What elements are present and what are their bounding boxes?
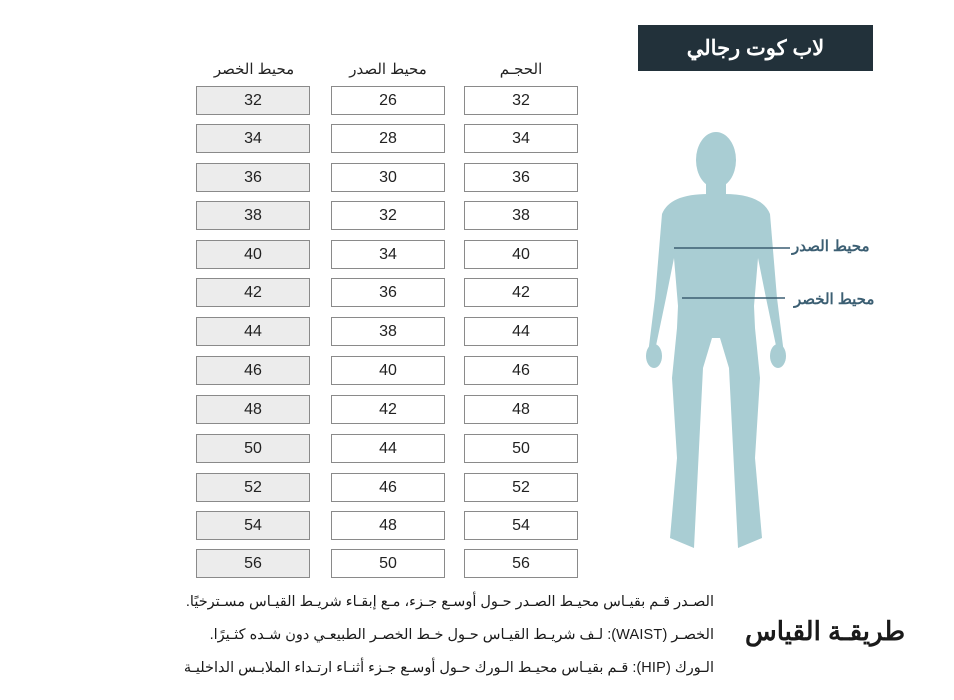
size-column-header: الحجـم	[499, 61, 543, 78]
waist-cell: 56	[196, 549, 310, 578]
waist-cell: 54	[196, 511, 310, 540]
waist-cell: 46	[196, 356, 310, 385]
chest-cell: 36	[331, 278, 445, 307]
body-figure-icon	[630, 128, 800, 553]
waist-cell: 40	[196, 240, 310, 269]
chest-cell: 40	[331, 356, 445, 385]
chest-cell: 28	[331, 124, 445, 153]
waist-cell: 32	[196, 86, 310, 115]
chest-cell: 48	[331, 511, 445, 540]
chest-cell: 32	[331, 201, 445, 230]
waist-instruction: الخصـر (WAIST): لـف شريـط القيـاس حـول خـط الخصـر الطبيعـي دون شـده كثـيرًا.	[209, 627, 714, 643]
waist-cell: 52	[196, 473, 310, 502]
chest-cell: 42	[331, 395, 445, 424]
chest-instruction: الصـدر قـم بقيـاس محيـط الصـدر حـول أوسـع جـزء، مـع إبقـاء شريـط القيـاس مسـترخيًا.	[185, 594, 714, 610]
size-cell: 50	[464, 434, 578, 463]
chest-cell: 46	[331, 473, 445, 502]
size-cell: 42	[464, 278, 578, 307]
chest-cell: 38	[331, 317, 445, 346]
waist-cell: 44	[196, 317, 310, 346]
chest-cell: 30	[331, 163, 445, 192]
size-cell: 46	[464, 356, 578, 385]
waist-column-header: محيط الخصر	[213, 61, 295, 78]
size-cell: 44	[464, 317, 578, 346]
waist-cell: 50	[196, 434, 310, 463]
waist-cell: 36	[196, 163, 310, 192]
size-cell: 40	[464, 240, 578, 269]
waist-label: محيط الخصر	[794, 291, 875, 308]
chest-cell: 26	[331, 86, 445, 115]
page-title: لاب كوت رجالي	[638, 25, 873, 71]
size-cell: 34	[464, 124, 578, 153]
waist-cell: 42	[196, 278, 310, 307]
waist-cell: 48	[196, 395, 310, 424]
size-cell: 56	[464, 549, 578, 578]
waist-cell: 38	[196, 201, 310, 230]
hip-instruction: الـورك (HIP): قـم بقيـاس محيـط الـورك حـول أوسـع جـزء أثنـاء ارتـداء الملابـس الداخليـة	[183, 660, 714, 676]
size-cell: 38	[464, 201, 578, 230]
chest-cell: 50	[331, 549, 445, 578]
chest-cell: 44	[331, 434, 445, 463]
waist-cell: 34	[196, 124, 310, 153]
size-cell: 36	[464, 163, 578, 192]
chest-cell: 34	[331, 240, 445, 269]
size-cell: 52	[464, 473, 578, 502]
size-cell: 32	[464, 86, 578, 115]
size-cell: 48	[464, 395, 578, 424]
chest-column-header: محيط الصدر	[349, 61, 427, 78]
chest-label: محيط الصدر	[792, 238, 870, 255]
measurement-method-title: طريقـة القياس	[745, 616, 906, 646]
size-cell: 54	[464, 511, 578, 540]
